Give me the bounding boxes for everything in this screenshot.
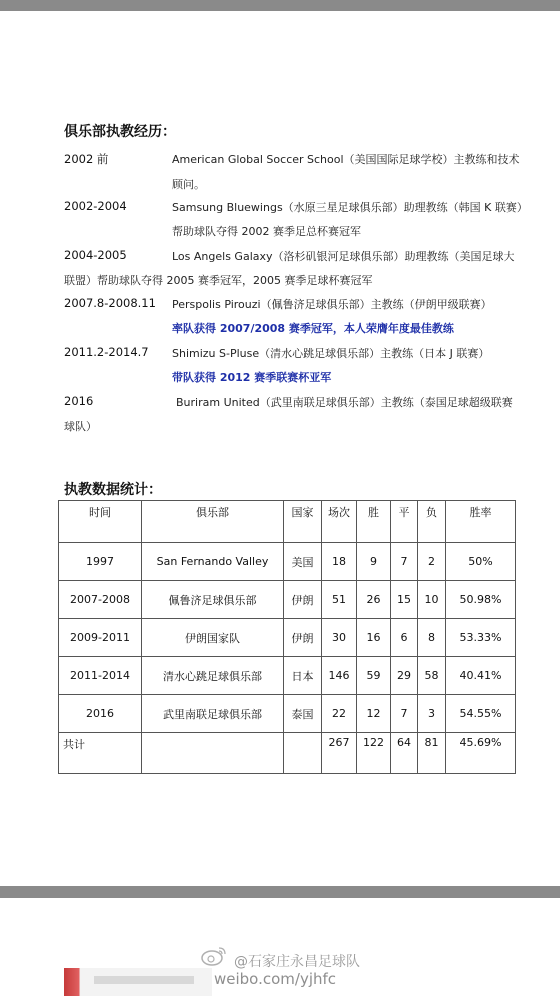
top-gray-bar: [0, 0, 560, 11]
table-cell: 15: [391, 581, 418, 619]
history-desc: Los Angels Galaxy（洛杉矶银河足球俱乐部）助理教练（美国足球大: [172, 250, 515, 263]
table-cell: 267: [322, 733, 357, 774]
table-cell: 10: [418, 581, 446, 619]
table-cell: 40.41%: [446, 657, 516, 695]
table-cell: 64: [391, 733, 418, 774]
table-cell: 58: [418, 657, 446, 695]
table-cell: San Fernando Valley: [142, 543, 284, 581]
table-cell: 59: [357, 657, 391, 695]
header-cell: 胜: [357, 501, 391, 543]
table-cell: 3: [418, 695, 446, 733]
table-cell: 45.69%: [446, 733, 516, 774]
table-cell: 50%: [446, 543, 516, 581]
table-cell: 日本: [284, 657, 322, 695]
history-desc: Buriram United（武里南联足球俱乐部）主教练（泰国足球超级联赛: [176, 396, 513, 409]
watermark-account: @石家庄永昌足球队: [234, 954, 360, 970]
history-desc: 顾问。: [172, 178, 205, 191]
table-cell: 81: [418, 733, 446, 774]
table-cell: 22: [322, 695, 357, 733]
table-row: [59, 657, 516, 695]
table-cell: 7: [391, 543, 418, 581]
table-cell: 伊朗: [284, 619, 322, 657]
table-row: [59, 695, 516, 733]
history-period: 2002-2004: [64, 199, 127, 213]
history-desc: Shimizu S-Pluse（清水心跳足球俱乐部）主教练（日本 J 联赛）: [172, 347, 490, 360]
history-desc: American Global Soccer School（美国国际足球学校）主教练和技术: [172, 153, 520, 166]
table-cell: 122: [357, 733, 391, 774]
table-cell: 1997: [59, 543, 142, 581]
table-header-row: [59, 501, 516, 543]
table-cell: 武里南联足球俱乐部: [142, 695, 284, 733]
table-cell: [142, 733, 284, 774]
table-cell: 佩鲁济足球俱乐部: [142, 581, 284, 619]
next-page-fragment: [64, 968, 212, 996]
table-cell: [284, 733, 322, 774]
table-cell: 泰国: [284, 695, 322, 733]
table-cell: 7: [391, 695, 418, 733]
table-cell: 30: [322, 619, 357, 657]
table-cell: 6: [391, 619, 418, 657]
header-cell: 场次: [322, 501, 357, 543]
history-highlight: 带队获得 2012 赛季联赛杯亚军: [172, 371, 332, 384]
history-period: 2002 前: [64, 152, 109, 166]
table-cell: 伊朗: [284, 581, 322, 619]
history-desc: 球队）: [64, 420, 97, 433]
table-row: [59, 619, 516, 657]
header-cell: 胜率: [446, 501, 516, 543]
table-cell: 2007-2008: [59, 581, 142, 619]
table-row: [59, 543, 516, 581]
table-cell: 26: [357, 581, 391, 619]
table-cell: 53.33%: [446, 619, 516, 657]
table-cell: 美国: [284, 543, 322, 581]
watermark-url: weibo.com/yjhfc: [214, 970, 337, 988]
table-cell: 2009-2011: [59, 619, 142, 657]
history-period: 2016: [64, 394, 94, 408]
table-cell: 2011-2014: [59, 657, 142, 695]
header-cell: 俱乐部: [142, 501, 284, 543]
history-period: 2011.2-2014.7: [64, 345, 149, 359]
header-cell: 时间: [59, 501, 142, 543]
history-highlight: 率队获得 2007/2008 赛季冠军，本人荣膺年度最佳教练: [172, 322, 454, 335]
header-cell: 平: [391, 501, 418, 543]
table-cell: 54.55%: [446, 695, 516, 733]
table-cell: 18: [322, 543, 357, 581]
table-cell: 29: [391, 657, 418, 695]
blurred-text: [94, 976, 194, 984]
table-cell: 50.98%: [446, 581, 516, 619]
table-cell: 2016: [59, 695, 142, 733]
history-desc: 帮助球队夺得 2002 赛季足总杯赛冠军: [172, 225, 361, 238]
table-cell: 8: [418, 619, 446, 657]
weibo-logo-icon: [200, 944, 228, 966]
table-cell: 9: [357, 543, 391, 581]
stats-title: 执教数据统计：: [64, 482, 162, 498]
history-desc: 联盟）帮助球队夺得 2005 赛季冠军，2005 赛季足球杯赛冠军: [64, 274, 373, 287]
page-separator-bar: [0, 886, 560, 898]
history-desc: Samsung Bluewings（水原三星足球俱乐部）助理教练（韩国 K 联赛）: [172, 201, 528, 214]
table-cell: 2: [418, 543, 446, 581]
header-cell: 国家: [284, 501, 322, 543]
table-row: [59, 581, 516, 619]
stats-table: [58, 500, 516, 774]
table-cell: 146: [322, 657, 357, 695]
table-total-row: [59, 733, 516, 774]
table-cell: 共计: [59, 733, 142, 774]
table-cell: 16: [357, 619, 391, 657]
history-period: 2004-2005: [64, 248, 127, 262]
table-cell: 伊朗国家队: [142, 619, 284, 657]
header-cell: 负: [418, 501, 446, 543]
history-desc: Perspolis Pirouzi（佩鲁济足球俱乐部）主教练（伊朗甲级联赛）: [172, 298, 492, 311]
table-cell: 12: [357, 695, 391, 733]
table-cell: 51: [322, 581, 357, 619]
table-cell: 清水心跳足球俱乐部: [142, 657, 284, 695]
history-period: 2007.8-2008.11: [64, 296, 156, 310]
history-title: 俱乐部执教经历：: [64, 124, 176, 140]
